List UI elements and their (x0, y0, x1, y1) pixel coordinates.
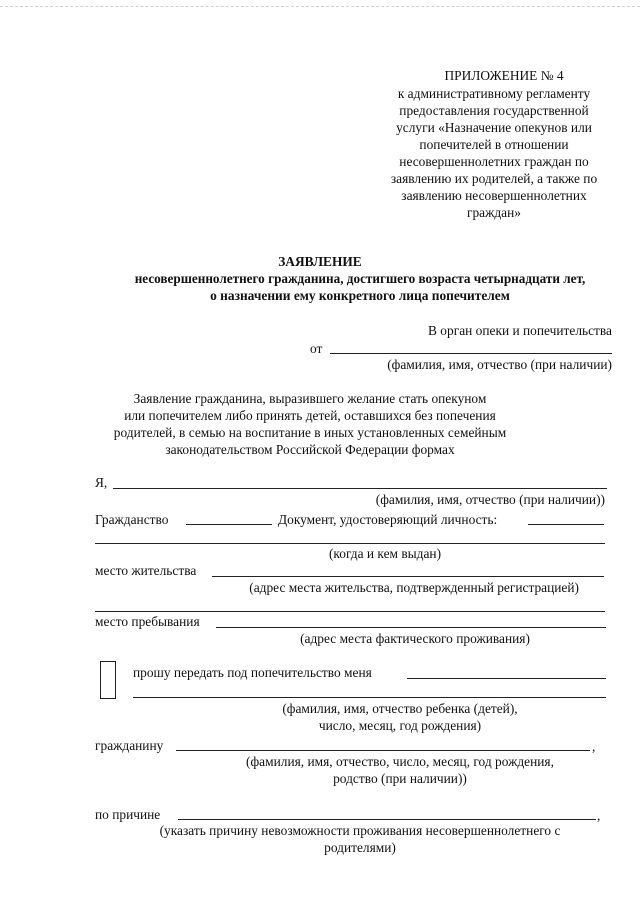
citizenship-label: Гражданство (95, 512, 169, 527)
applicant-name-line[interactable] (113, 488, 607, 489)
appendix-line: попечителей в отношении (419, 137, 569, 152)
residence-hint: (адрес места жительства, подтвержденный регистрацией) (249, 580, 579, 595)
citizen-hint-2: родство (при наличии)) (333, 771, 467, 786)
document-field-line[interactable] (528, 524, 604, 525)
appendix-title: ПРИЛОЖЕНИЕ № 4 (444, 68, 564, 83)
child-hint-2: число, месяц, год рождения) (318, 718, 482, 733)
intro-line: законодательством Российской Федерации формах (165, 442, 455, 457)
request-label: прошу передать под попечительство меня (133, 665, 372, 680)
intro-line: родителей, в семью на воспитание в иных установленных семейным (113, 425, 507, 440)
document-label: Документ, удостоверяющий личность: (278, 512, 498, 527)
residence-extra-line[interactable] (95, 611, 605, 612)
citizenship-field-line[interactable] (186, 524, 272, 525)
issued-hint: (когда и кем выдан) (328, 546, 442, 561)
stay-hint: (адрес места фактического проживания) (300, 631, 530, 646)
document-details-line[interactable] (95, 543, 605, 544)
from-hint: (фамилия, имя, отчество (при наличии) (387, 357, 612, 372)
reason-label: по причине (95, 807, 161, 822)
document-title: ЗАЯВЛЕНИЕ (278, 254, 362, 269)
stay-label: место пребывания (95, 614, 200, 629)
appendix-line: услуги «Назначение опекунов или (396, 120, 592, 135)
addressee-text: В орган опеки и попечительства (428, 323, 612, 338)
intro-line: или попечителем либо принять детей, оставшихся без попечения (124, 408, 496, 423)
reason-hint-2: родителями) (324, 840, 396, 855)
stay-field-line[interactable] (216, 627, 606, 628)
citizen-comma: , (592, 739, 596, 754)
reason-field-line[interactable] (178, 819, 596, 820)
citizen-hint-1: (фамилия, имя, отчество, число, месяц, год рождения, (246, 754, 554, 769)
request-field-line[interactable] (407, 678, 606, 679)
document-subtitle-line-2: о назначении ему конкретного лица попечителем (210, 288, 510, 303)
document-subtitle-line-1: несовершеннолетнего гражданина, достигшего возраста четырнадцати лет, (134, 271, 586, 286)
from-field-line[interactable] (330, 353, 612, 354)
child-details-line[interactable] (133, 697, 606, 698)
scan-edge-line (0, 6, 640, 7)
residence-label: место жительства (95, 563, 197, 578)
intro-line: Заявление гражданина, выразившего желание стать опекуном (133, 391, 487, 406)
appendix-line: граждан» (466, 205, 521, 220)
child-hint-1: (фамилия, имя, отчество ребенка (детей), (282, 701, 518, 716)
i-label: Я, (95, 475, 108, 490)
appendix-line: к административному регламенту (397, 86, 591, 101)
residence-field-line[interactable] (212, 576, 604, 577)
request-checkbox[interactable] (100, 661, 116, 699)
applicant-name-hint: (фамилия, имя, отчество (при наличии)) (375, 492, 605, 507)
appendix-line: несовершеннолетних граждан по (399, 154, 589, 169)
appendix-line: предоставления государственной (399, 103, 589, 118)
citizen-label: гражданину (95, 738, 164, 753)
citizen-field-line[interactable] (176, 750, 590, 751)
from-label: от (310, 341, 323, 356)
appendix-line: заявлению несовершеннолетних (401, 188, 587, 203)
reason-comma: , (597, 808, 601, 823)
reason-hint-1: (указать причину невозможности проживания несовершеннолетнего с (159, 823, 561, 838)
appendix-line: заявлению их родителей, а также по (390, 171, 598, 186)
